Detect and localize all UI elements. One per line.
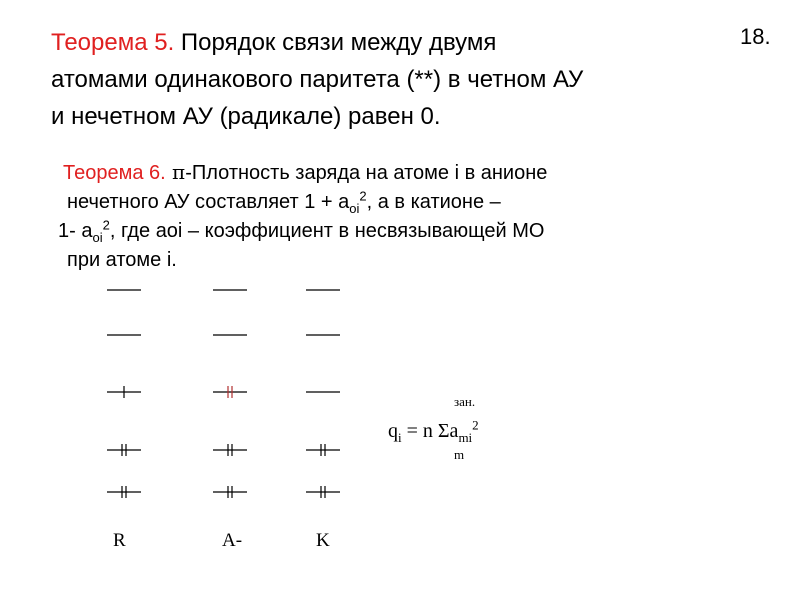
theorem-6-line-1: Теорема 6. π-Плотность заряда на атоме i в анионе bbox=[63, 160, 548, 184]
pi-symbol: π bbox=[165, 160, 186, 184]
sum-lower-index: m bbox=[454, 447, 465, 462]
sum-symbol: Σ bbox=[437, 420, 450, 442]
theorem-5-label: Теорема 5. bbox=[51, 29, 175, 56]
theorem-6-line-2: нечетного АУ составляет $1 + a_{oi}^2$, а в катионе – bbox=[67, 188, 501, 216]
theorem-5-line-1: Теорема 5. Порядок связи между двумя bbox=[51, 29, 497, 56]
theorem-6-line-4: при атоме i. bbox=[67, 249, 177, 271]
theorem-6-line-3: 1- $a_{oi}^2$, где aoi – коэффициент в несвязывающей МО bbox=[58, 217, 545, 245]
theorem-5-line-2: атомами одинакового паритета (**) в четном АУ bbox=[51, 66, 584, 93]
slide-number: 18. bbox=[740, 24, 771, 49]
mo-levels bbox=[107, 290, 340, 498]
label-cation: K bbox=[316, 530, 330, 551]
charge-formula: $q_i = n$ $\Sigma a_{mi}^2$ bbox=[388, 417, 479, 445]
label-r: R bbox=[113, 530, 126, 551]
label-anion: A- bbox=[222, 530, 243, 551]
theorem-5-line-3: и нечетном АУ (радикале) равен 0. bbox=[51, 103, 441, 130]
theorem-6-label: Теорема 6. bbox=[63, 162, 166, 184]
formula-q: q bbox=[388, 420, 398, 442]
sum-upper-limit: зан. bbox=[454, 394, 476, 409]
